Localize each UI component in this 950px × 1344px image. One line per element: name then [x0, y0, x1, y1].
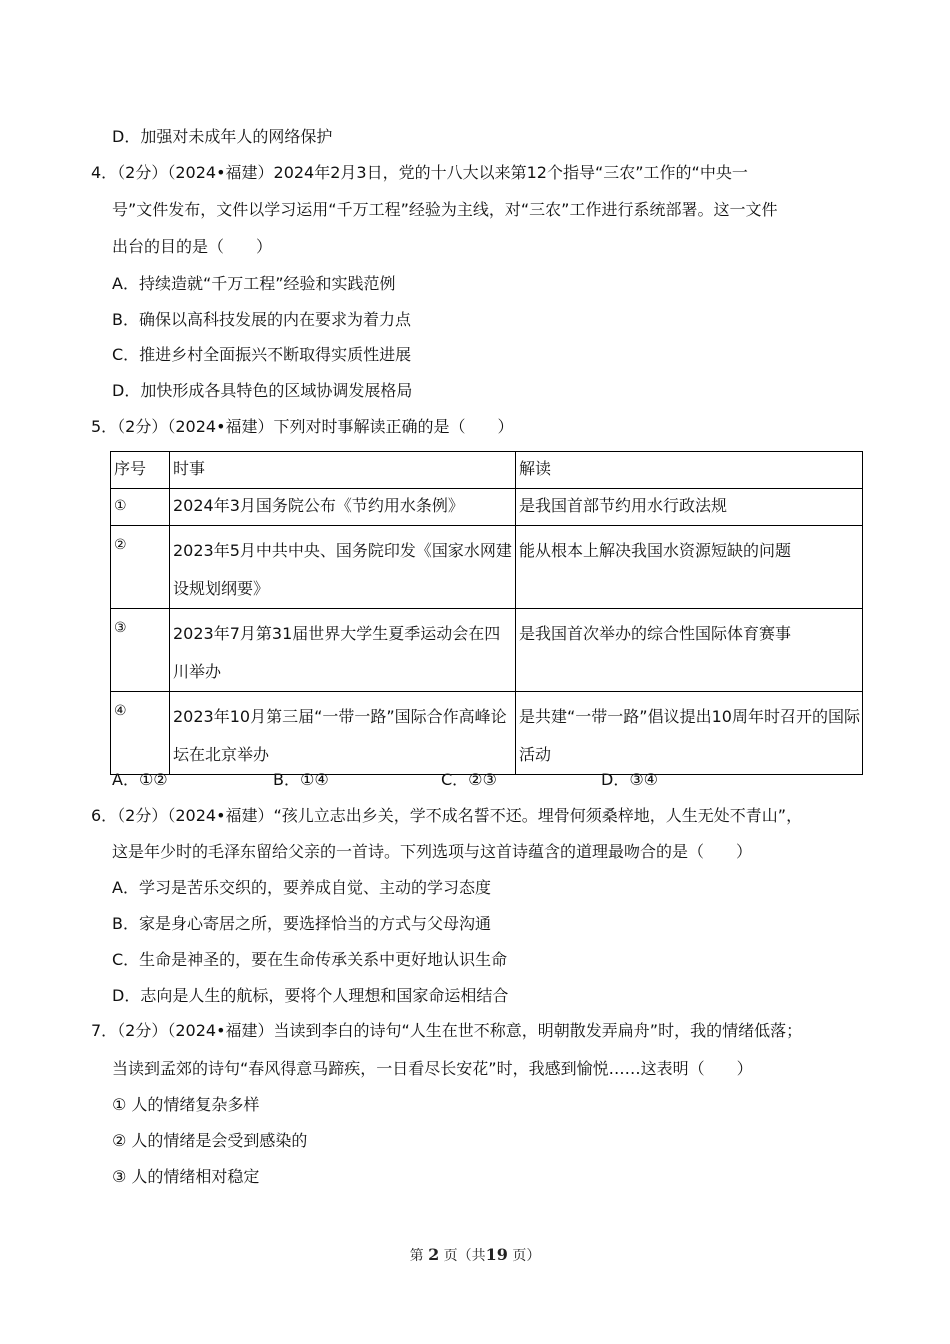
q4-stem-line-1: 4．（2分）（2024•福建）2024年2月3日，党的十八大以来第12个指导“三农”工作的“中央一	[91, 163, 748, 182]
table-row	[111, 526, 863, 609]
footer-prefix: 第	[409, 1248, 424, 1264]
q5-option-d: D．③④	[601, 770, 659, 789]
row-number-cell: ②	[111, 526, 170, 609]
event-cell: 2023年5月中共中央、国务院印发《国家水网建设规划纲要》	[170, 526, 516, 609]
table-header-cell: 时事	[170, 452, 516, 489]
q7-stem-line-2: 当读到孟郊的诗句“春风得意马蹄疾，一日看尽长安花”时，我感到愉悦……这表明（ ）	[112, 1059, 753, 1078]
page-footer	[0, 1245, 950, 1265]
table-row	[111, 489, 863, 526]
row-number-cell: ①	[111, 489, 170, 526]
event-cell: 2023年10月第三届“一带一路”国际合作高峰论坛在北京举办	[170, 692, 516, 775]
reading-cell: 是我国首次举办的综合性国际体育赛事	[516, 609, 863, 692]
page-number: 2	[428, 1245, 440, 1264]
q6-option-a: A．学习是苦乐交织的，要养成自觉、主动的学习态度	[112, 878, 491, 897]
q4-stem-line-3: 出台的目的是（ ）	[112, 237, 273, 256]
table-header-cell: 解读	[516, 452, 863, 489]
q5-option-a: A．①②	[112, 770, 168, 789]
q4-option-a: A．持续造就“千万工程”经验和实践范例	[112, 274, 396, 293]
event-cell: 2023年7月第31届世界大学生夏季运动会在四川举办	[170, 609, 516, 692]
q5-option-c: C．②③	[441, 770, 497, 789]
q4-option-d: D．加快形成各具特色的区域协调发展格局	[112, 381, 413, 400]
table-row	[111, 692, 863, 775]
q7-item-2: ② 人的情绪是会受到感染的	[112, 1131, 308, 1150]
event-cell: 2024年3月国务院公布《节约用水条例》	[170, 489, 516, 526]
q6-stem-line-1: 6．（2分）（2024•福建）“孩儿立志出乡关，学不成名誓不还。埋骨何须桑梓地，人生无处不青山”，	[91, 806, 803, 825]
q7-stem-line-1: 7．（2分）（2024•福建）当读到李白的诗句“人生在世不称意，明朝散发弄扁舟”时，我的情绪低落；	[91, 1021, 803, 1040]
q4-option-c: C．推进乡村全面振兴不断取得实质性进展	[112, 345, 412, 364]
table-header-row	[111, 452, 863, 489]
row-number-cell: ③	[111, 609, 170, 692]
q6-option-b: B．家是身心寄居之所，要选择恰当的方式与父母沟通	[112, 914, 491, 933]
reading-cell: 是共建“一带一路”倡议提出10周年时召开的国际活动	[516, 692, 863, 775]
q6-option-d: D．志向是人生的航标，要将个人理想和国家命运相结合	[112, 986, 509, 1005]
current-events-table	[110, 451, 863, 775]
q4-stem-line-2: 号”文件发布，文件以学习运用“千万工程”经验为主线，对“三农”工作进行系统部署。这一文件	[112, 200, 778, 219]
row-number-cell: ④	[111, 692, 170, 775]
q6-option-c: C．生命是神圣的，要在生命传承关系中更好地认识生命	[112, 950, 508, 969]
q5-stem: 5．（2分）（2024•福建）下列对时事解读正确的是（ ）	[91, 417, 514, 436]
q7-item-1: ① 人的情绪复杂多样	[112, 1095, 260, 1114]
reading-cell: 能从根本上解决我国水资源短缺的问题	[516, 526, 863, 609]
table-row	[111, 609, 863, 692]
footer-middle: 页（共	[443, 1248, 486, 1264]
q5-option-b: B．①④	[273, 770, 329, 789]
q6-stem-line-2: 这是年少时的毛泽东留给父亲的一首诗。下列选项与这首诗蕴含的道理最吻合的是（ ）	[112, 842, 753, 861]
q3-option-d: D．加强对未成年人的网络保护	[112, 127, 333, 146]
footer-suffix: 页）	[512, 1248, 541, 1264]
table-header-cell: 序号	[111, 452, 170, 489]
reading-cell: 是我国首部节约用水行政法规	[516, 489, 863, 526]
total-pages: 19	[485, 1245, 508, 1264]
q7-item-3: ③ 人的情绪相对稳定	[112, 1167, 260, 1186]
q4-option-b: B．确保以高科技发展的内在要求为着力点	[112, 310, 411, 329]
